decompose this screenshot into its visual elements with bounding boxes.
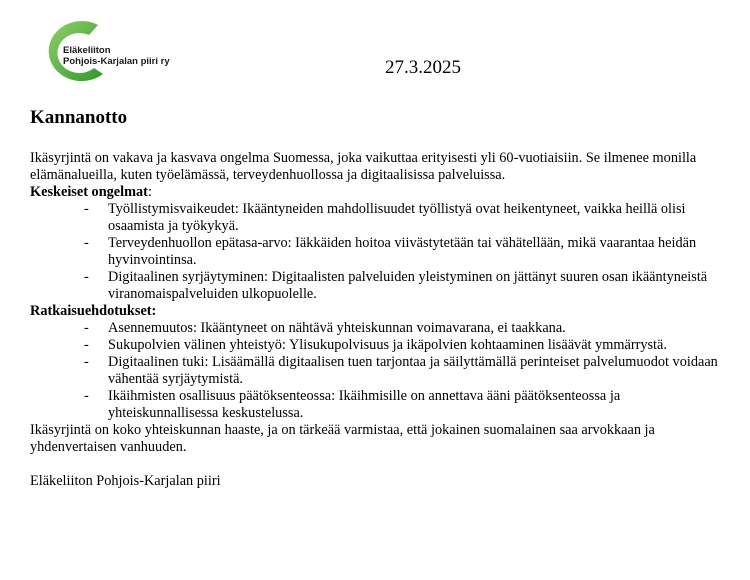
bullet-dash: -: [84, 320, 89, 336]
document-title: Kannanotto: [30, 107, 128, 128]
list-item: [84, 201, 730, 235]
list-item: [84, 337, 730, 354]
logo-text: [63, 45, 170, 67]
intro-paragraph: Ikäsyrjintä on vakava ja kasvava ongelma Suomessa, joka vaikuttaa erityisesti yli 60-vuotiaisiin. Se ilmenee monilla elämänalueilla, kuten työelämässä, terveydenhuollossa ja digitaalisissa palveluissa.: [30, 150, 697, 183]
list-item-text: Terveydenhuollon epätasa-arvo: Iäkkäiden hoitoa viivästytetään tai vähätellään, mikä vaarantaa heidän hyvinvointinsa.: [108, 235, 697, 268]
list-item: [84, 388, 730, 422]
list-item: [84, 320, 730, 337]
bullet-dash: -: [84, 269, 89, 285]
list-item: [84, 269, 730, 303]
document-date: 27.3.2025: [385, 57, 461, 78]
document-body: [30, 150, 730, 490]
problems-list: [30, 201, 730, 303]
problems-heading: [30, 184, 730, 201]
list-item-text: Digitaalinen syrjäytyminen: Digitaalisten palveluiden yleistyminen on jättänyt suuren osan ikääntyneistä viranomaispalveluiden ulkopuolelle.: [108, 269, 708, 302]
logo-line-2: Pohjois-Karjalan piiri ry: [63, 56, 170, 67]
organization-logo: [30, 18, 270, 84]
list-item: [84, 354, 730, 388]
bullet-dash: -: [84, 388, 89, 404]
list-item-text: Asennemuutos: Ikääntyneet on nähtävä yhteiskunnan voimavarana, ei taakkana.: [108, 320, 566, 336]
bullet-dash: -: [84, 354, 89, 370]
conclusion-paragraph: Ikäsyrjintä on koko yhteiskunnan haaste, ja on tärkeää varmistaa, että jokainen suomalainen saa arvokkaan ja yhdenvertaisen vanhuuden.: [30, 422, 655, 455]
list-item-text: Digitaalinen tuki: Lisäämällä digitaalisen tuen tarjontaa ja säilyttämällä perinteiset palvelumuodot voidaan vähentää syrjäytymistä.: [108, 354, 718, 387]
list-item: [84, 235, 730, 269]
signature: Eläkeliiton Pohjois-Karjalan piiri: [30, 473, 221, 489]
solutions-title: Ratkaisuehdotukset:: [30, 303, 157, 319]
problems-colon: :: [147, 184, 152, 200]
solutions-list: [30, 320, 730, 422]
problems-title: Keskeiset ongelmat: [30, 184, 148, 200]
list-item-text: Sukupolvien välinen yhteistyö: Ylisukupolvisuus ja ikäpolvien kohtaaminen lisäävät ymmärrystä.: [108, 337, 667, 353]
bullet-dash: -: [84, 337, 89, 353]
list-item-text: Ikäihmisten osallisuus päätöksenteossa: Ikäihmisille on annettava ääni päätöksenteossa ja yhteiskunnallisessa keskustelussa.: [108, 388, 621, 421]
paragraph-spacer: [30, 456, 730, 473]
list-item-text: Työllistymisvaikeudet: Ikääntyneiden mahdollisuudet työllistyä ovat heikentyneet, vaikka heillä olisi osaamista ja työkykyä.: [108, 201, 686, 234]
logo-line-1: Eläkeliiton: [63, 45, 111, 56]
bullet-dash: -: [84, 201, 89, 217]
bullet-dash: -: [84, 235, 89, 251]
